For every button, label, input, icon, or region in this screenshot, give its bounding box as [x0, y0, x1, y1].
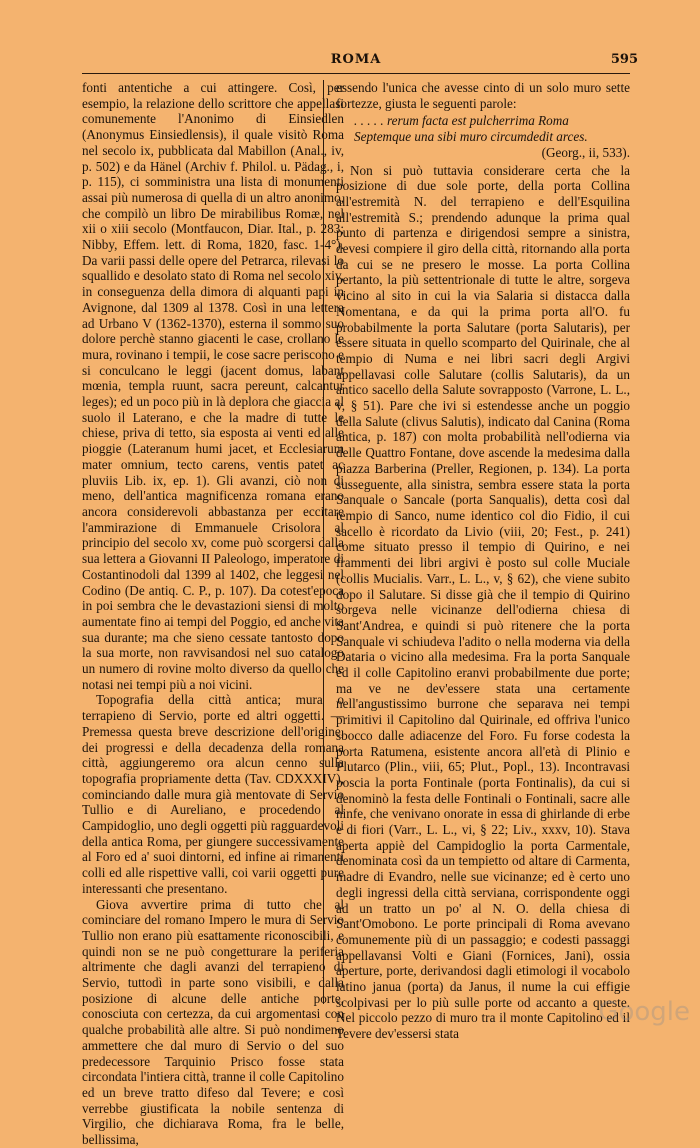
page-number: 595 [610, 52, 638, 67]
paragraph: Giova avvertire prima di tutto che al cominciare del romano Impero le mura di Servio Tullio non erano più esattamente riconoscibili, e quindi non se ne può congetturare la periferia altrimente che dagli avanzi del terrapieno di Servio, tuttodì in parte sono visibili, e dalla posizione di alcune delle antiche porte, conosciuta con certezza, da cui argomentasi con qualche probabilità alle altre. Si può nondimeno ammettere che dal muro di Servio o del suo predecessore Tarquinio Prisco fosse stata circondata l'intiera città, tranne il colle Capitolino ed un breve tratto difeso dal Tevere; e così verrebbe giustificata la nobile sentenza di Virgilio, che dichiarava Roma, fra le belle, bellissima, [82, 896, 344, 1148]
paragraph: Non si può tuttavia considerare certa che la posizione di due sole porte, della porta Collina all'estremità N. del terrapieno e dell'Esquilina all'estremità S.; prendendo adunque la prima qual punto di partenza e dirigendosi sempre a sinistra, devesi compiere il giro della città, ritornando alla porta da cui se ne presero le mosse. La porta Collina pertanto, la più settentrionale di tutte le altre, sorgeva vicino al sito in cui la via Salaria si distacca dalla Nomentana, e da qui la prima porta all'O. fu probabilmente la porta Salutare (porta Salutaris), per essere situata in quello scomparto del Quirinale, che al tempio di Numa e nei libri sacri degli Argivi appellavasi colle Salutare (collis Salutaris), da un antico sacello della Salute sovrapposto (Varrone, L. L., v, § 51). Pare che ivi si estendesse anche un poggio della Salute (clivus Salutis), indicato dal Canina (Roma antica, p. 187) con molta probabilità nell'odierna via delle Quattro Fontane, dove ascende la medesima dalla piazza Barberina (Preller, Regionen, p. 134). La porta susseguente, alla sinistra, sembra essere stata la porta Sanquale o Sancale (porta Sanqualis), detta così dal tempio di Sanco, nume identico col dio Fidio, il cui sacello è ricordato da Livio (viii, 20; Fest., p. 241) come situato presso il tempio di Quirino, e nei frammenti dei libri argivi è posto sul colle Muciale (collis Mucialis. Varr., L. L., v, § 62), che viene subito dopo il Salutare. Si disse già che il tempio di Quirino sorgeva nelle vicinanze dell'odierna chiesa di Sant'Andrea, e quindi si può ritenere che la porta Sanquale vi schiudeva l'adito o nella moderna via della Dataria o vicino alla medesima. Fra la porta Sanquale ed il colle Capitolino eranvi probabilmente due porte; ma ve ne dev'essere stata una certamente nell'angustissimo burrone che separava nei tempi primitivi il Capitolino dal Quirinale, ed offriva l'unico sbocco dalle adiacenze del Foro. Fu forse codesta la porta Ratumena, esistente ancora all'età di Plinio e Plutarco (Plin., viii, 65; Plut., Popl., 13). Incontravasi poscia la porta Fontinale (porta Fontinalis), da cui si denominò la festa delle Fontinali o Fontinali, sacre alle ninfe, che venivano onorate in essa di ghirlande di erbe e di fiori (Varr., L. L., vi, § 22; Liv., xxxv, 10). Stava aperta appiè del Campidoglio la porta Carmentale, denominata così da un tempietto od altare di Carmenta, madre di Evandro, nelle sue vicinanze; ed è certo uno degli ingressi della città serviana, corrispondente oggi ad un tratto un po' al N. O. della chiesa di Sant'Omobono. Le porte principali di Roma avevano comunemente più di un passaggio; e codesti passaggi appellavansi Volti e Giani (Fornices, Jani), ossia aperture, porte, derivandosi dagli etimologi il vocabolo latino janua (porta) da Janus, il nume la cui effigie scolpivasi per lo più sulle porte od accanto a queste. Nel piccolo pezzo di muro tra il monte Capitolino ed il Tevere dev'essersi stata [336, 162, 630, 1042]
paragraph: fonti antentiche a cui attingere. Così, per esempio, la relazione dello scrittore che appellasi comunemente l'Anonimo di Einsiedlen (Anonymus Einsiedlensis), il quale visitò Roma nel secolo ix, pubblicata dal Mabillon (Anal., iv, p. 502) e da Hänel (Archiv f. Philol. u. Pädag., i, p. 115), ci somministra una lista di monumenti assai più numerosa di quella di un altro anonimo, che compilò un libro De mirabilibus Romæ, nel xii o xiii secolo (Montfaucon, Diar. Ital., p. 283; Nibby, Effem. lett. di Roma, 1820, fasc. 1-4°). Da varii passi delle opere del Petrarca, rilevasi lo squallido e desolato stato di Roma nel secolo xiv, in conseguenza della dimora di alquanti papi in Avignone, dal 1309 al 1378. Così in una lettera ad Urbano V (1362-1370), esterna il sommo suo dolore perchè stanno giacenti le case, crollano le mura, rovinano i tempii, le cose sacre periscono e si conculcano le leggi (jacent domus, labant mœnia, templa ruunt, sacra pereunt, calcantur leges); ed un poco più in là deplora che giaccia al suolo il Laterano, e che la madre di tutte le chiese, priva di tetto, sia esposta ai venti ed alle pioggie (Lateranum humi jacet, et Ecclesiarum mater omnium, tecto carens, ventis patet ac pluviis Lib. ix, ep. 1). Gli avanzi, ciò non di meno, dell'antica magnificenza romana erano ancora considerevoli abbastanza per eccitare l'ammirazione di Emmanuele Crisolora al principio del secolo xv, come può scorgersi dalla sua lettera a Giovanni II Paleologo, imperatore di Costantinodoli dal 1399 al 1402, che leggesi nel Codino (De antiq. C. P., p. 107). Da cotest'epoca in poi sembra che le devastazioni siensi di molto aumentate fino ai tempi del Poggio, ed anche vita sua durante; ma che sieno cessate tantosto dopo la sua morte, non ravvisandosi nel suo catalogo un numero di rovine molto diverso da quello che notasi nei tempi più a noi vicini. [82, 80, 344, 692]
quote-source: (Georg., ii, 533). [541, 144, 630, 160]
page-header [82, 52, 638, 74]
left-column [82, 80, 344, 1148]
column-divider [323, 80, 324, 1004]
right-column [336, 80, 630, 1042]
virgil-quote [354, 113, 630, 160]
paragraph-section-topografia: Topografia della città antica; mura o terrapieno di Servio, porte ed altri oggetti. — Premessa questa breve descrizione dell'origine, dei progressi e della decadenza della romana città, aggiungeremo ora alcun cenno sulla topografia propriamente detta (Tav. CDXXXIV), cominciando dalle mura già mentovate di Servio Tullio e di Aureliano, e procedendo al Campidoglio, uno degli oggetti più ragguardevoli della antica Roma, per giungere successivamente al Foro ed a' suoi dintorni, ed infine ai rimanenti colli ed alle rispettive valli, coi varii oggetti pure interessanti che presentano. [82, 692, 344, 896]
paragraph: essendo l'unica che avesse cinto di un solo muro sette fortezze, giusta le seguenti parole: [336, 80, 630, 111]
watermark: Google [598, 997, 690, 1027]
running-title: ROMA [330, 52, 382, 67]
quote-line: Septemque una sibi muro circumdedit arces. [354, 129, 588, 145]
header-rule [82, 73, 630, 74]
quote-line: . . . . . rerum facta est pulcherrima Roma [354, 113, 569, 129]
